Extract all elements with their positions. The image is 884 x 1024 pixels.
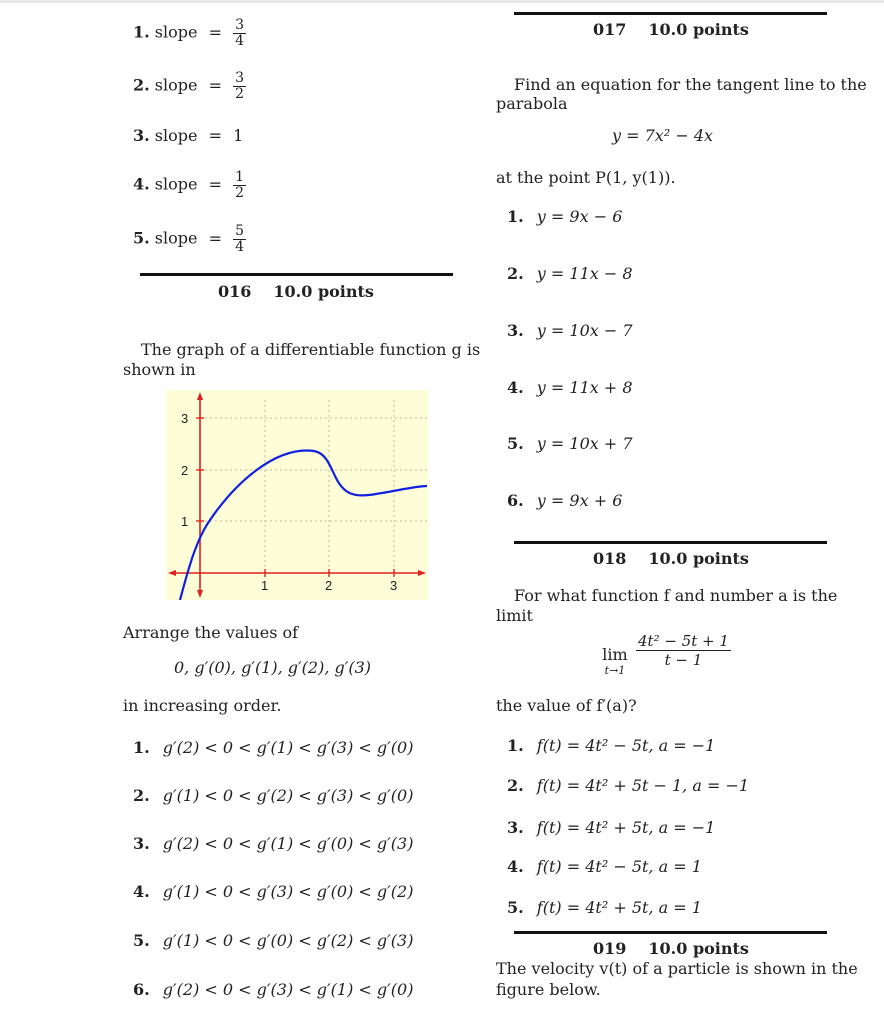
option-number: 3. bbox=[507, 818, 524, 837]
option-number: 2. bbox=[507, 776, 524, 795]
y-tick-label-2: 2 bbox=[181, 463, 189, 478]
y-tick-label-3: 3 bbox=[181, 411, 189, 426]
q017-option-2[interactable] bbox=[507, 264, 633, 283]
slope-option-1[interactable] bbox=[133, 18, 246, 48]
slope-option-3[interactable] bbox=[133, 126, 243, 145]
question-016-header bbox=[218, 282, 374, 301]
question-divider bbox=[514, 931, 827, 934]
option-text: y = 9x + 6 bbox=[536, 491, 623, 510]
option-number: 5. bbox=[133, 228, 150, 248]
option-number: 2. bbox=[133, 75, 150, 95]
q018-option-3[interactable] bbox=[507, 818, 715, 837]
limit-numerator: 4t² − 5t + 1 bbox=[638, 632, 729, 650]
option-number: 3. bbox=[507, 321, 524, 340]
top-border bbox=[0, 0, 884, 3]
question-number: 019 bbox=[593, 939, 627, 958]
denominator: 2 bbox=[235, 85, 244, 102]
q017-option-1[interactable] bbox=[507, 207, 622, 226]
option-text: g′(1) < 0 < g′(0) < g′(2) < g′(3) bbox=[162, 931, 414, 950]
q016-option-6[interactable] bbox=[133, 980, 413, 999]
question-018-prompt-line1: For what function f and number a is the bbox=[514, 586, 838, 605]
question-017-prompt-line2: parabola bbox=[496, 94, 568, 113]
denominator: 4 bbox=[235, 238, 244, 255]
graph-background bbox=[166, 390, 428, 600]
option-text: g′(2) < 0 < g′(1) < g′(0) < g′(3) bbox=[162, 834, 414, 853]
parabola-equation: y = 7x² − 4x bbox=[612, 126, 714, 145]
slope-value: 1 bbox=[233, 126, 244, 145]
option-number: 3. bbox=[133, 834, 150, 853]
question-017-header bbox=[593, 20, 749, 39]
q016-option-2[interactable] bbox=[133, 786, 413, 805]
option-number: 2. bbox=[507, 264, 524, 283]
question-018-prompt-line2: limit bbox=[496, 606, 533, 625]
option-text: g′(2) < 0 < g′(3) < g′(1) < g′(0) bbox=[162, 980, 414, 999]
option-number: 4. bbox=[133, 882, 150, 901]
numerator: 5 bbox=[235, 223, 244, 239]
equals-sign: = bbox=[208, 174, 222, 194]
values-list: 0, g′(0), g′(1), g′(2), g′(3) bbox=[174, 658, 372, 677]
q018-option-4[interactable] bbox=[507, 857, 702, 876]
limit-operator bbox=[601, 645, 629, 677]
option-number: 5. bbox=[133, 931, 150, 950]
option-number: 1. bbox=[133, 738, 150, 757]
question-points: 10.0 points bbox=[273, 282, 374, 301]
slope-label: slope bbox=[154, 75, 198, 95]
limit-word: lim bbox=[602, 645, 628, 664]
option-number: 4. bbox=[133, 174, 150, 194]
q017-option-4[interactable] bbox=[507, 378, 633, 397]
q017-option-3[interactable] bbox=[507, 321, 633, 340]
option-text: f(t) = 4t² + 5t, a = −1 bbox=[536, 818, 716, 837]
slope-label: slope bbox=[154, 126, 198, 145]
q016-option-5[interactable] bbox=[133, 931, 413, 950]
equals-sign: = bbox=[208, 126, 222, 145]
x-tick-label-1: 1 bbox=[261, 578, 269, 593]
slope-fraction bbox=[233, 71, 246, 101]
q016-option-1[interactable] bbox=[133, 738, 413, 757]
q017-option-5[interactable] bbox=[507, 434, 633, 453]
numerator: 3 bbox=[235, 70, 244, 86]
x-tick-label-3: 3 bbox=[390, 578, 398, 593]
option-text: y = 10x − 7 bbox=[536, 321, 633, 340]
question-number: 016 bbox=[218, 282, 252, 301]
option-number: 4. bbox=[507, 857, 524, 876]
question-017-prompt-line1: Find an equation for the tangent line to the bbox=[514, 75, 867, 94]
option-number: 5. bbox=[507, 898, 524, 917]
option-number: 6. bbox=[133, 980, 150, 999]
question-points: 10.0 points bbox=[648, 549, 749, 568]
question-016-prompt-line2: shown in bbox=[123, 360, 196, 379]
question-019-prompt-line1: The velocity v(t) of a particle is shown in the bbox=[496, 959, 858, 978]
limit-subscript: t→1 bbox=[604, 664, 626, 677]
equals-sign: = bbox=[208, 75, 222, 95]
slope-fraction bbox=[233, 224, 246, 254]
option-text: y = 9x − 6 bbox=[536, 207, 623, 226]
question-number: 017 bbox=[593, 20, 627, 39]
order-prompt: in increasing order. bbox=[123, 696, 282, 715]
question-divider bbox=[514, 12, 827, 15]
option-number: 1. bbox=[507, 736, 524, 755]
slope-label: slope bbox=[154, 174, 198, 194]
option-number: 5. bbox=[507, 434, 524, 453]
option-number: 2. bbox=[133, 786, 150, 805]
slope-option-5[interactable] bbox=[133, 224, 246, 254]
question-divider bbox=[514, 541, 827, 544]
slope-option-4[interactable] bbox=[133, 170, 246, 200]
question-points: 10.0 points bbox=[648, 20, 749, 39]
slope-option-2[interactable] bbox=[133, 71, 246, 101]
question-points: 10.0 points bbox=[648, 939, 749, 958]
equals-sign: = bbox=[208, 228, 222, 248]
option-text: y = 10x + 7 bbox=[536, 434, 633, 453]
option-text: y = 11x − 8 bbox=[536, 264, 633, 283]
numerator: 3 bbox=[235, 17, 244, 33]
q018-option-2[interactable] bbox=[507, 776, 749, 795]
slope-fraction bbox=[233, 18, 246, 48]
question-016-prompt-line1: The graph of a differentiable function g is bbox=[141, 340, 481, 359]
q018-option-5[interactable] bbox=[507, 898, 702, 917]
slope-label: slope bbox=[154, 22, 198, 42]
option-number: 1. bbox=[133, 22, 150, 42]
denominator: 2 bbox=[235, 184, 244, 201]
option-number: 3. bbox=[133, 126, 150, 145]
option-text: y = 11x + 8 bbox=[536, 378, 633, 397]
option-text: f(t) = 4t² + 5t − 1, a = −1 bbox=[536, 776, 750, 795]
arrange-prompt: Arrange the values of bbox=[123, 623, 299, 642]
q016-option-3[interactable] bbox=[133, 834, 413, 853]
question-019-header bbox=[593, 939, 749, 958]
question-number: 018 bbox=[593, 549, 627, 568]
equals-sign: = bbox=[208, 22, 222, 42]
option-text: f(t) = 4t² + 5t, a = 1 bbox=[536, 898, 702, 917]
question-018-prompt-line3: the value of f′(a)? bbox=[496, 696, 637, 715]
question-017-point: at the point P(1, y(1)). bbox=[496, 168, 676, 187]
slope-fraction bbox=[233, 170, 246, 200]
option-number: 4. bbox=[507, 378, 524, 397]
option-text: g′(1) < 0 < g′(2) < g′(3) < g′(0) bbox=[162, 786, 414, 805]
option-text: f(t) = 4t² − 5t, a = 1 bbox=[536, 857, 702, 876]
y-tick-label-1: 1 bbox=[181, 514, 189, 529]
q016-option-4[interactable] bbox=[133, 882, 413, 901]
option-number: 1. bbox=[507, 207, 524, 226]
question-019-prompt-line2: figure below. bbox=[496, 980, 601, 999]
numerator: 1 bbox=[235, 169, 244, 185]
function-g-graph bbox=[166, 390, 428, 600]
q017-option-6[interactable] bbox=[507, 491, 622, 510]
denominator: 4 bbox=[235, 32, 244, 49]
option-text: g′(2) < 0 < g′(1) < g′(3) < g′(0) bbox=[162, 738, 414, 757]
question-divider bbox=[140, 273, 453, 276]
limit-fraction bbox=[636, 632, 731, 669]
x-tick-label-2: 2 bbox=[325, 578, 333, 593]
question-018-header bbox=[593, 549, 749, 568]
q018-option-1[interactable] bbox=[507, 736, 715, 755]
slope-label: slope bbox=[154, 228, 198, 248]
option-text: f(t) = 4t² − 5t, a = −1 bbox=[536, 736, 716, 755]
limit-denominator: t − 1 bbox=[664, 651, 703, 669]
option-text: g′(1) < 0 < g′(3) < g′(0) < g′(2) bbox=[162, 882, 414, 901]
option-number: 6. bbox=[507, 491, 524, 510]
